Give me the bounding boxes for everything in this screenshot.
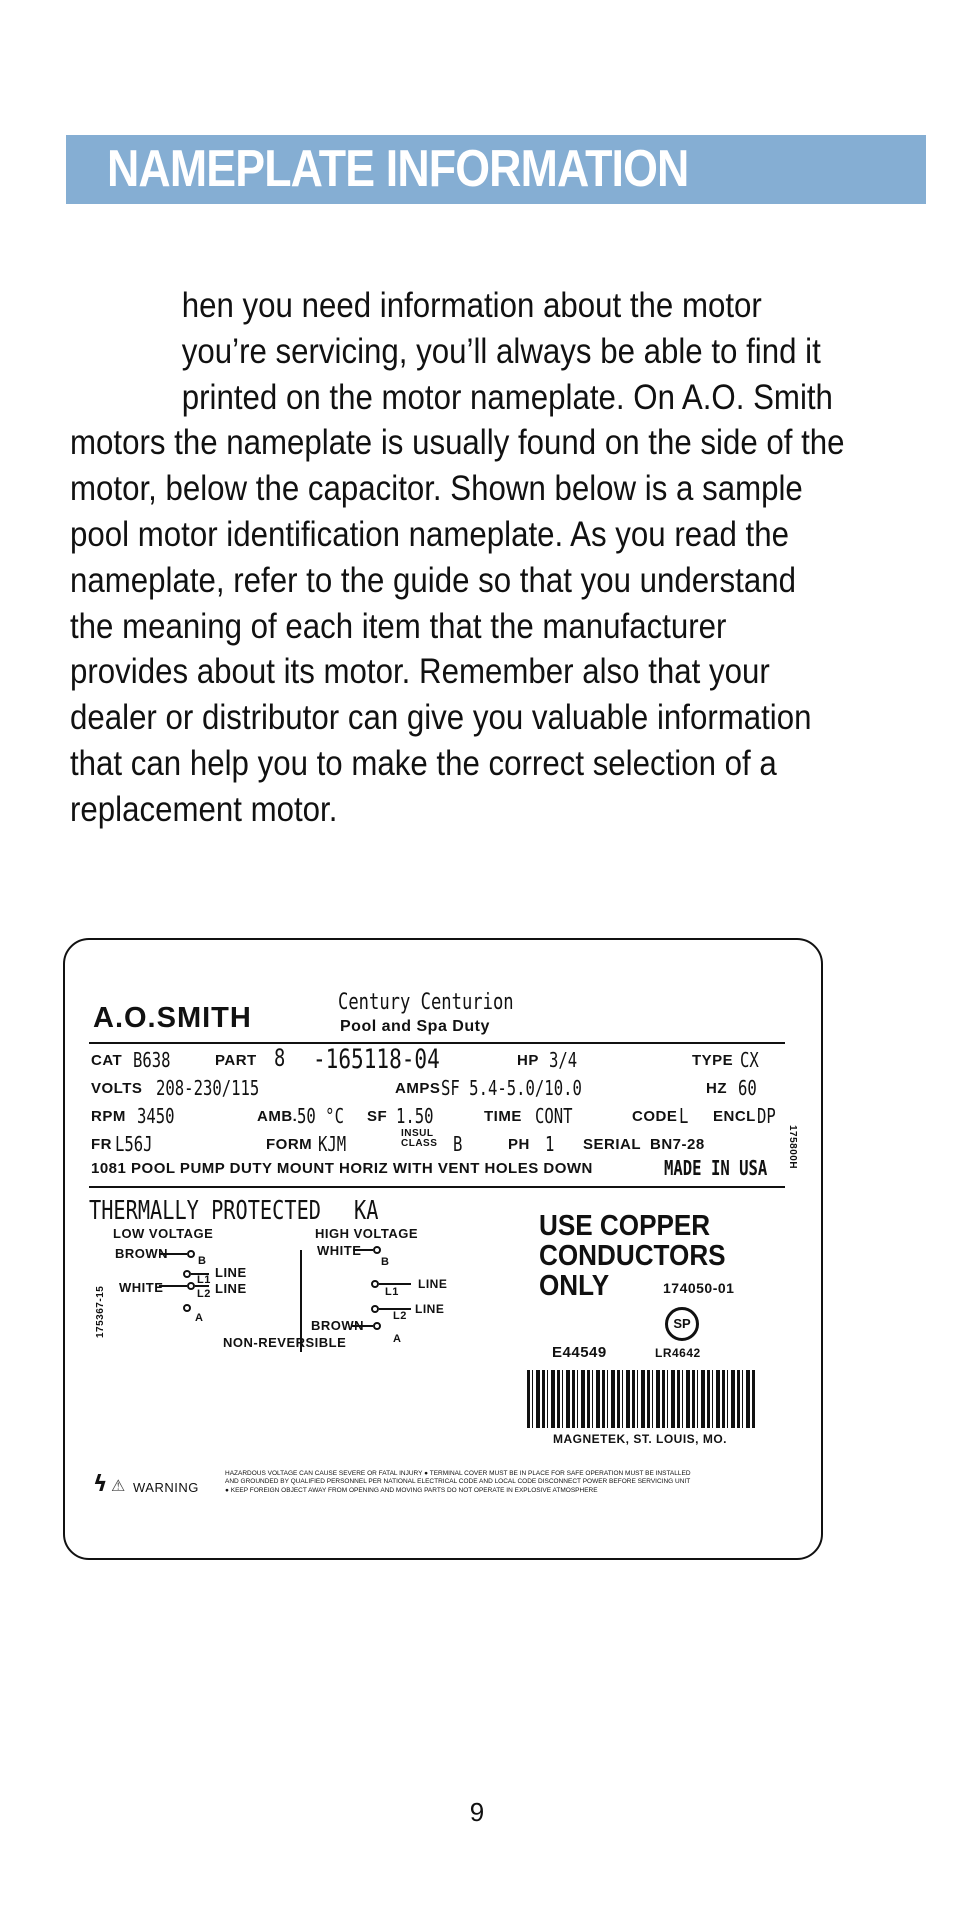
terminal-b-low: B bbox=[198, 1255, 207, 1267]
wire-white-high: WHITE bbox=[317, 1243, 362, 1258]
amb-label: AMB. bbox=[257, 1108, 298, 1125]
code-value: L bbox=[679, 1104, 689, 1128]
hp-label: HP bbox=[517, 1052, 539, 1069]
intro-line: nameplate, refer to the guide so that you understand bbox=[70, 559, 796, 600]
section-banner bbox=[66, 135, 926, 204]
part-number: -165118-04 bbox=[313, 1044, 440, 1075]
non-reversible-label: NON-REVERSIBLE bbox=[223, 1335, 347, 1350]
barcode bbox=[527, 1370, 757, 1428]
manufacturer-label: MAGNETEK, ST. LOUIS, MO. bbox=[553, 1432, 728, 1446]
intro-line: you’re servicing, you’ll always be able to find it bbox=[181, 330, 821, 371]
csa-mark: SP bbox=[673, 1316, 691, 1331]
hz-label: HZ bbox=[706, 1080, 727, 1097]
amb-value: 50 °C bbox=[297, 1104, 344, 1128]
wire-white-low: WHITE bbox=[119, 1280, 164, 1295]
intro-line: printed on the motor nameplate. On A.O. Smith bbox=[181, 376, 833, 417]
sf-label: SF bbox=[367, 1108, 388, 1125]
terminal-l1-high: L1 bbox=[385, 1286, 399, 1298]
part-value: 8 bbox=[274, 1044, 286, 1072]
page-number: 9 bbox=[469, 1797, 485, 1827]
fr-label: FR bbox=[91, 1136, 112, 1153]
intro-paragraph bbox=[70, 283, 930, 833]
serial-label: SERIAL bbox=[583, 1136, 642, 1153]
product-line: Century Centurion bbox=[338, 990, 514, 1015]
divider bbox=[89, 1186, 785, 1188]
insul-value: B bbox=[453, 1132, 463, 1156]
hp-value: 3/4 bbox=[549, 1048, 578, 1072]
csa-logo-icon bbox=[665, 1307, 699, 1341]
ph-value: 1 bbox=[545, 1132, 555, 1156]
line-label: LINE bbox=[418, 1277, 448, 1291]
intro-line: motor, below the capacitor. Shown below is a sample bbox=[70, 468, 803, 509]
volts-value: 208-230/115 bbox=[156, 1076, 260, 1100]
rpm-value: 3450 bbox=[137, 1104, 175, 1128]
insul-label: INSUL bbox=[401, 1128, 434, 1139]
type-label: TYPE bbox=[692, 1052, 734, 1069]
duty-label: Pool and Spa Duty bbox=[340, 1018, 490, 1035]
copper-code: 174050-01 bbox=[663, 1280, 735, 1296]
form-label: FORM bbox=[266, 1136, 313, 1153]
fr-value: L56J bbox=[115, 1132, 153, 1156]
hazard-voltage-icon: ϟ bbox=[93, 1472, 108, 1497]
terminal-l1-low: L1 bbox=[197, 1274, 211, 1286]
warning-label: WARNING bbox=[133, 1480, 199, 1495]
amps-value: SF 5.4-5.0/10.0 bbox=[441, 1076, 582, 1100]
made-in: MADE IN USA bbox=[664, 1156, 768, 1180]
terminal-a-low: A bbox=[195, 1312, 204, 1324]
copper-line-1: USE COPPER bbox=[539, 1210, 711, 1242]
terminal-b-high: B bbox=[381, 1256, 390, 1268]
volts-label: VOLTS bbox=[91, 1080, 143, 1097]
intro-line: replacement motor. bbox=[70, 788, 338, 829]
page-title: NAMEPLATE INFORMATION bbox=[107, 140, 689, 198]
side-code: 175800H bbox=[787, 1125, 798, 1170]
copper-line-3: ONLY bbox=[539, 1270, 610, 1302]
intro-line: pool motor identification nameplate. As you read the bbox=[70, 513, 789, 554]
intro-line: dealer or distributor can give you valuable information bbox=[70, 697, 812, 738]
terminal-a-high: A bbox=[393, 1333, 402, 1345]
line-label: LINE bbox=[415, 1302, 445, 1316]
intro-line: motors the nameplate is usually found on the side of the bbox=[70, 422, 845, 463]
motor-nameplate bbox=[63, 938, 823, 1560]
line-label: LINE bbox=[215, 1281, 247, 1296]
form-value: KJM bbox=[318, 1132, 347, 1156]
thermal-protection: THERMALLY PROTECTED bbox=[89, 1196, 321, 1226]
intro-line: that can help you to make the correct selection of a bbox=[70, 742, 777, 783]
time-value: CONT bbox=[535, 1104, 573, 1128]
sf-value: 1.50 bbox=[396, 1104, 434, 1128]
low-voltage-label: LOW VOLTAGE bbox=[113, 1226, 214, 1241]
copper-line-2: CONDUCTORS bbox=[539, 1240, 726, 1272]
high-voltage-label: HIGH VOLTAGE bbox=[315, 1226, 419, 1241]
encl-value: DP bbox=[757, 1104, 776, 1128]
lr-number: LR4642 bbox=[655, 1346, 701, 1360]
serial-value: BN7-28 bbox=[650, 1136, 705, 1153]
time-label: TIME bbox=[484, 1108, 522, 1125]
terminal-l2-low: L2 bbox=[197, 1288, 211, 1300]
wire-brown-high: BROWN bbox=[311, 1318, 365, 1333]
encl-label: ENCL bbox=[713, 1108, 756, 1125]
part-label: PART bbox=[215, 1052, 257, 1069]
diagram-code: 175367-15 bbox=[95, 1285, 106, 1338]
cat-value: B638 bbox=[133, 1048, 171, 1072]
warning-triangle-icon: ⚠ bbox=[111, 1476, 126, 1495]
ph-label: PH bbox=[508, 1136, 530, 1153]
thermal-code: KA bbox=[354, 1196, 379, 1226]
wire-brown-low: BROWN bbox=[115, 1246, 169, 1261]
motor-description: 1081 POOL PUMP DUTY MOUNT HORIZ WITH VENT HOLES DOWN bbox=[91, 1160, 593, 1177]
hz-value: 60 bbox=[738, 1076, 757, 1100]
intro-line: provides about its motor. Remember also that your bbox=[70, 651, 770, 692]
line-label: LINE bbox=[215, 1265, 247, 1280]
rpm-label: RPM bbox=[91, 1108, 126, 1125]
terminal-l2-high: L2 bbox=[393, 1310, 407, 1322]
cat-label: CAT bbox=[91, 1052, 123, 1069]
warning-text: HAZARDOUS VOLTAGE CAN CAUSE SEVERE OR FATAL INJURY ● TERMINAL COVER MUST BE IN PLACE FOR SAFE OPERATION MUST BE INSTALLED AND GROUNDED BY QUALIFIED PERSONNEL PER NATIONAL ELECTRICAL CODE AND LOCAL CODE DISCONNECT POWER BEFORE SERVICING UNIT ● KEEP FOREIGN OBJECT AWAY FROM OPENING AND MOVING PARTS DO NOT OPERATE IN EXPLOSIVE ATMOSPHERE bbox=[225, 1470, 691, 1494]
intro-line: the meaning of each item that the manufacturer bbox=[70, 605, 727, 646]
intro-line: hen you need information about the motor bbox=[181, 285, 762, 325]
amps-label: AMPS bbox=[395, 1080, 441, 1097]
type-value: CX bbox=[740, 1048, 759, 1072]
brand-logo: A.O.SMITH bbox=[93, 1002, 252, 1034]
code-label: CODE bbox=[632, 1108, 678, 1125]
class-label: CLASS bbox=[401, 1138, 438, 1149]
e-number: E44549 bbox=[552, 1344, 607, 1361]
